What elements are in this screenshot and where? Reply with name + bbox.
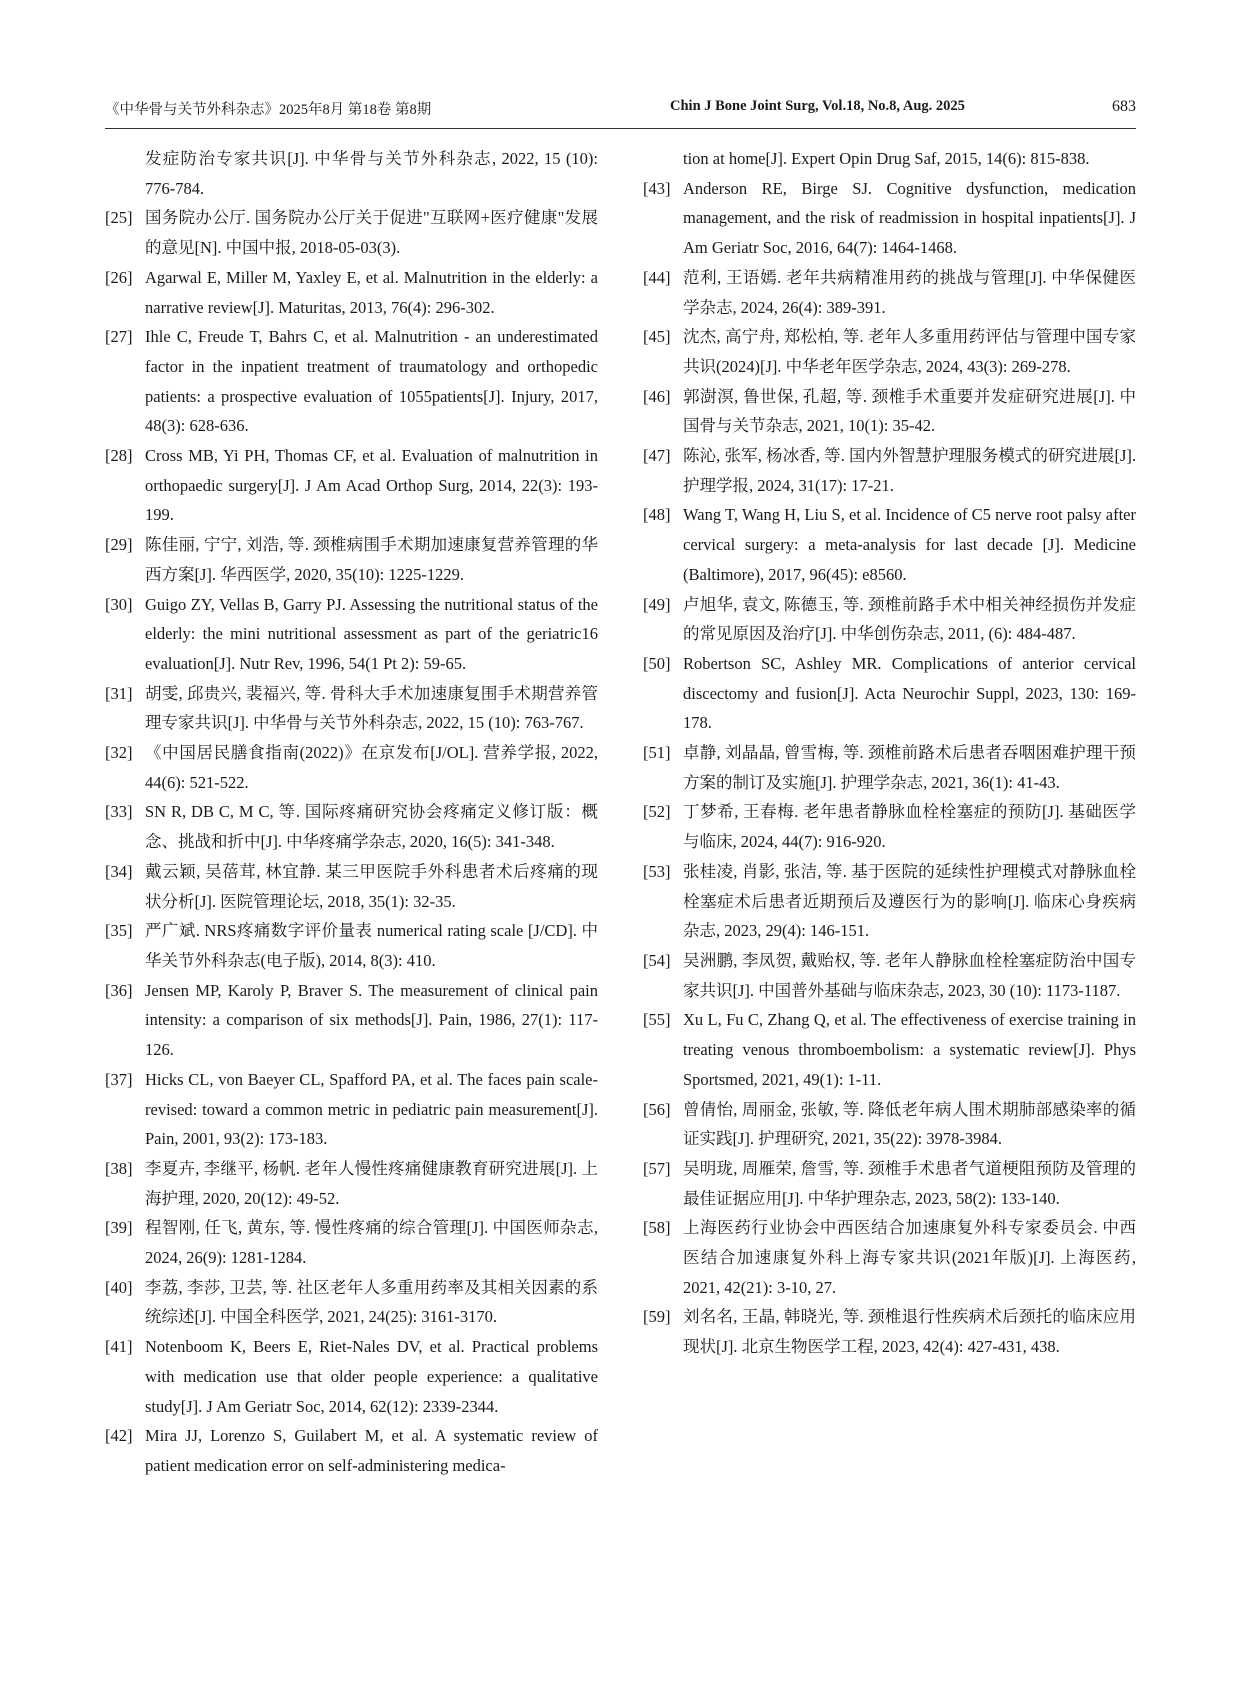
left-column xyxy=(105,144,598,1481)
reference-text: 卢旭华, 袁文, 陈德玉, 等. 颈椎前路手术中相关神经损伤并发症的常见原因及治疗[J]. 中华创伤杂志, 2011, (6): 484-487. xyxy=(683,594,1136,644)
running-header xyxy=(105,98,1136,124)
reference-list-right xyxy=(643,174,1136,1362)
reference-number: [48] xyxy=(643,505,671,525)
reference-item xyxy=(643,1302,1136,1361)
reference-number: [41] xyxy=(105,1337,133,1357)
reference-text: 吴洲鹏, 李凤贺, 戴贻权, 等. 老年人静脉血栓栓塞症防治中国专家共识[J]. 中国普外基础与临床杂志, 2023, 30 (10): 1173-1187. xyxy=(683,950,1136,1000)
header-journal-en: Chin J Bone Joint Surg, Vol.18, No.8, Aug. 2025 xyxy=(670,98,965,114)
reference-text: Cross MB, Yi PH, Thomas CF, et al. Evaluation of malnutrition in orthopaedic surgery[J]. J Am Acad Orthop Surg, 2014, 22(3): 193-199. xyxy=(145,446,598,525)
reference-text: 《中国居民膳食指南(2022)》在京发布[J/OL]. 营养学报, 2022, 44(6): 521-522. xyxy=(145,743,598,792)
reference-text: 陈佳丽, 宁宁, 刘浩, 等. 颈椎病围手术期加速康复营养管理的华西方案[J]. 华西医学, 2020, 35(10): 1225-1229. xyxy=(145,535,598,584)
reference-item xyxy=(643,1005,1136,1094)
reference-number: [58] xyxy=(643,1218,671,1238)
reference-text: 戴云颖, 吴蓓茸, 林宜静. 某三甲医院手外科患者术后疼痛的现状分析[J]. 医院管理论坛, 2018, 35(1): 32-35. xyxy=(145,861,598,911)
reference-text: Hicks CL, von Baeyer CL, Spafford PA, et al. The faces pain scale- revised: toward a common metric in pediatric pain measurement[J]. Pain, 2001, 93(2): 173-183. xyxy=(145,1069,598,1149)
header-journal-cn: 《中华骨与关节外科杂志》2025年8月 第18卷 第8期 xyxy=(105,102,432,118)
right-column xyxy=(643,144,1136,1362)
reference-text: 郭澍溟, 鲁世保, 孔超, 等. 颈椎手术重要并发症研究进展[J]. 中国骨与关节杂志, 2021, 10(1): 35-42. xyxy=(683,386,1136,436)
reference-text: 程智刚, 任飞, 黄东, 等. 慢性疼痛的综合管理[J]. 中国医师杂志, 2024, 26(9): 1281-1284. xyxy=(145,1218,598,1268)
reference-number: [43] xyxy=(643,178,671,198)
reference-text: Jensen MP, Karoly P, Braver S. The measurement of clinical pain intensity: a comparison of six methods[J]. Pain, 1986, 27(1): 117-126. xyxy=(145,980,598,1060)
reference-number: [51] xyxy=(643,743,671,763)
reference-item xyxy=(105,1213,598,1272)
reference-item xyxy=(105,916,598,975)
reference-text: SN R, DB C, M C, 等. 国际疼痛研究协会疼痛定义修订版：概念、挑战和折中[J]. 中华疼痛学杂志, 2020, 16(5): 341-348. xyxy=(145,802,598,852)
reference-text: 丁梦希, 王春梅. 老年患者静脉血栓栓塞症的预防[J]. 基础医学与临床, 2024, 44(7): 916-920. xyxy=(683,802,1136,852)
reference-item xyxy=(105,441,598,530)
reference-text: Anderson RE, Birge SJ. Cognitive dysfunction, medication management, and the risk of readmission in hospital inpatients[J]. J Am Geriatr Soc, 2016, 64(7): 1464-1468. xyxy=(683,178,1136,258)
reference-number: [30] xyxy=(105,594,133,614)
reference-text: 卓静, 刘晶晶, 曾雪梅, 等. 颈椎前路术后患者吞咽困难护理干预方案的制订及实施[J]. 护理学杂志, 2021, 36(1): 41-43. xyxy=(683,743,1136,792)
reference-item xyxy=(643,174,1136,263)
reference-text: Guigo ZY, Vellas B, Garry PJ. Assessing the nutritional status of the elderly: the mini nutritional assessment as part of the geriatric16 evaluation[J]. Nutr Rev, 1996, 54(1 Pt 2): 59-65. xyxy=(145,594,598,673)
reference-item xyxy=(643,1154,1136,1213)
reference-item xyxy=(105,679,598,738)
reference-continuation: 发症防治专家共识[J]. 中华骨与关节外科杂志, 2022, 15 (10): 776-784. xyxy=(145,149,598,198)
reference-item xyxy=(643,382,1136,441)
reference-item xyxy=(105,1065,598,1154)
reference-text: 国务院办公厅. 国务院办公厅关于促进"互联网+医疗健康"发展的意见[N]. 中国中报, 2018-05-03(3). xyxy=(145,208,598,258)
reference-number: [42] xyxy=(105,1426,133,1446)
reference-text: 李夏卉, 李继平, 杨帆. 老年人慢性疼痛健康教育研究进展[J]. 上海护理, 2020, 20(12): 49-52. xyxy=(145,1158,598,1208)
reference-number: [33] xyxy=(105,802,133,822)
reference-item xyxy=(105,797,598,856)
reference-item xyxy=(643,322,1136,381)
reference-number: [57] xyxy=(643,1158,671,1178)
reference-item xyxy=(643,441,1136,500)
reference-text: 李荔, 李莎, 卫芸, 等. 社区老年人多重用药率及其相关因素的系统综述[J]. 中国全科医学, 2021, 24(25): 3161-3170. xyxy=(145,1277,598,1327)
reference-number: [34] xyxy=(105,861,133,881)
reference-item xyxy=(105,590,598,679)
reference-item xyxy=(105,530,598,589)
reference-item xyxy=(643,1095,1136,1154)
reference-number: [37] xyxy=(105,1069,133,1089)
reference-text: 张桂凌, 肖影, 张洁, 等. 基于医院的延续性护理模式对静脉血栓栓塞症术后患者近期预后及遵医行为的影响[J]. 临床心身疾病杂志, 2023, 29(4): 146-151. xyxy=(683,861,1136,941)
reference-number: [29] xyxy=(105,535,133,555)
reference-item xyxy=(643,649,1136,738)
reference-item xyxy=(643,857,1136,946)
reference-text: 胡雯, 邱贵兴, 裴福兴, 等. 骨科大手术加速康复围手术期营养管理专家共识[J]. 中华骨与关节外科杂志, 2022, 15 (10): 763-767. xyxy=(145,683,598,733)
reference-item xyxy=(643,946,1136,1005)
reference-number: [38] xyxy=(105,1158,133,1178)
reference-number: [49] xyxy=(643,594,671,614)
reference-number: [40] xyxy=(105,1277,133,1297)
reference-number: [26] xyxy=(105,267,133,287)
reference-item xyxy=(643,263,1136,322)
reference-text: 沈杰, 高宁舟, 郑松柏, 等. 老年人多重用药评估与管理中国专家共识(2024)[J]. 中华老年医学杂志, 2024, 43(3): 269-278. xyxy=(683,327,1136,376)
reference-number: [54] xyxy=(643,950,671,970)
header-rule xyxy=(105,128,1136,129)
reference-number: [36] xyxy=(105,980,133,1000)
reference-item xyxy=(105,263,598,322)
reference-text: 范利, 王语嫣. 老年共病精准用药的挑战与管理[J]. 中华保健医学杂志, 2024, 26(4): 389-391. xyxy=(683,267,1136,317)
reference-number: [39] xyxy=(105,1218,133,1238)
reference-item xyxy=(105,203,598,262)
reference-item xyxy=(105,857,598,916)
reference-text: Wang T, Wang H, Liu S, et al. Incidence of C5 nerve root palsy after cervical surgery: a meta-analysis for last decade [J]. Medicine (Baltimore), 2017, 96(45): e8560. xyxy=(683,505,1136,584)
reference-number: [47] xyxy=(643,446,671,466)
reference-text: Mira JJ, Lorenzo S, Guilabert M, et al. A systematic review of patient medication error on self-administering medica- xyxy=(145,1426,598,1475)
reference-text: Agarwal E, Miller M, Yaxley E, et al. Malnutrition in the elderly: a narrative review[J]. Maturitas, 2013, 76(4): 296-302. xyxy=(145,267,598,317)
reference-item xyxy=(643,1213,1136,1302)
reference-number: [44] xyxy=(643,267,671,287)
reference-item xyxy=(105,1421,598,1480)
reference-text: 吴明珑, 周雁荣, 詹雪, 等. 颈椎手术患者气道梗阻预防及管理的最佳证据应用[J]. 中华护理杂志, 2023, 58(2): 133-140. xyxy=(683,1158,1136,1208)
reference-number: [32] xyxy=(105,743,133,763)
reference-number: [56] xyxy=(643,1099,671,1119)
reference-number: [50] xyxy=(643,653,671,673)
reference-text: 陈沁, 张军, 杨冰香, 等. 国内外智慧护理服务模式的研究进展[J]. 护理学报, 2024, 31(17): 17-21. xyxy=(683,446,1136,495)
reference-list-left xyxy=(105,203,598,1480)
reference-item xyxy=(105,1332,598,1421)
reference-item xyxy=(643,797,1136,856)
reference-number: [28] xyxy=(105,446,133,466)
reference-number: [55] xyxy=(643,1010,671,1030)
reference-item xyxy=(105,1273,598,1332)
reference-text: 严广斌. NRS疼痛数字评价量表 numerical rating scale [J/CD]. 中华关节外科杂志(电子版), 2014, 8(3): 410. xyxy=(145,921,598,970)
reference-text: 曾倩怡, 周丽金, 张敏, 等. 降低老年病人围术期肺部感染率的循证实践[J]. 护理研究, 2021, 35(22): 3978-3984. xyxy=(683,1099,1136,1149)
reference-item xyxy=(643,500,1136,589)
reference-text: Robertson SC, Ashley MR. Complications of anterior cervical discectomy and fusion[J]. Acta Neurochir Suppl, 2023, 130: 169-178. xyxy=(683,653,1136,733)
reference-item xyxy=(643,590,1136,649)
reference-text: Ihle C, Freude T, Bahrs C, et al. Malnutrition - an underestimated factor in the inpatient treatment of traumatology and orthopedic patients: a prospective evaluation of 1055patients[J]. Injury, 2017, 48(3): 628-636. xyxy=(145,327,598,436)
reference-number: [31] xyxy=(105,683,133,703)
reference-number: [27] xyxy=(105,327,133,347)
reference-item xyxy=(105,976,598,1065)
reference-continuation: tion at home[J]. Expert Opin Drug Saf, 2015, 14(6): 815-838. xyxy=(683,149,1090,168)
reference-item xyxy=(105,738,598,797)
reference-number: [25] xyxy=(105,208,133,228)
reference-item xyxy=(105,1154,598,1213)
reference-item xyxy=(105,322,598,441)
reference-item xyxy=(643,738,1136,797)
reference-text: Xu L, Fu C, Zhang Q, et al. The effectiveness of exercise training in treating venous thromboembolism: a systematic review[J]. Phys Sportsmed, 2021, 49(1): 1-11. xyxy=(683,1010,1136,1089)
reference-number: [53] xyxy=(643,861,671,881)
reference-number: [52] xyxy=(643,802,671,822)
reference-number: [46] xyxy=(643,386,671,406)
reference-text: 刘名名, 王晶, 韩晓光, 等. 颈椎退行性疾病术后颈托的临床应用现状[J]. 北京生物医学工程, 2023, 42(4): 427-431, 438. xyxy=(683,1307,1136,1357)
page-number: 683 xyxy=(1112,98,1136,115)
reference-number: [35] xyxy=(105,921,133,941)
reference-number: [59] xyxy=(643,1307,671,1327)
reference-text: 上海医药行业协会中西医结合加速康复外科专家委员会. 中西医结合加速康复外科上海专家共识(2021年版)[J]. 上海医药, 2021, 42(21): 3-10, 27. xyxy=(683,1218,1136,1297)
reference-text: Notenboom K, Beers E, Riet-Nales DV, et al. Practical problems with medication use that older people experience: a qualitative study[J]. J Am Geriatr Soc, 2014, 62(12): 2339-2344. xyxy=(145,1337,598,1416)
reference-number: [45] xyxy=(643,327,671,347)
